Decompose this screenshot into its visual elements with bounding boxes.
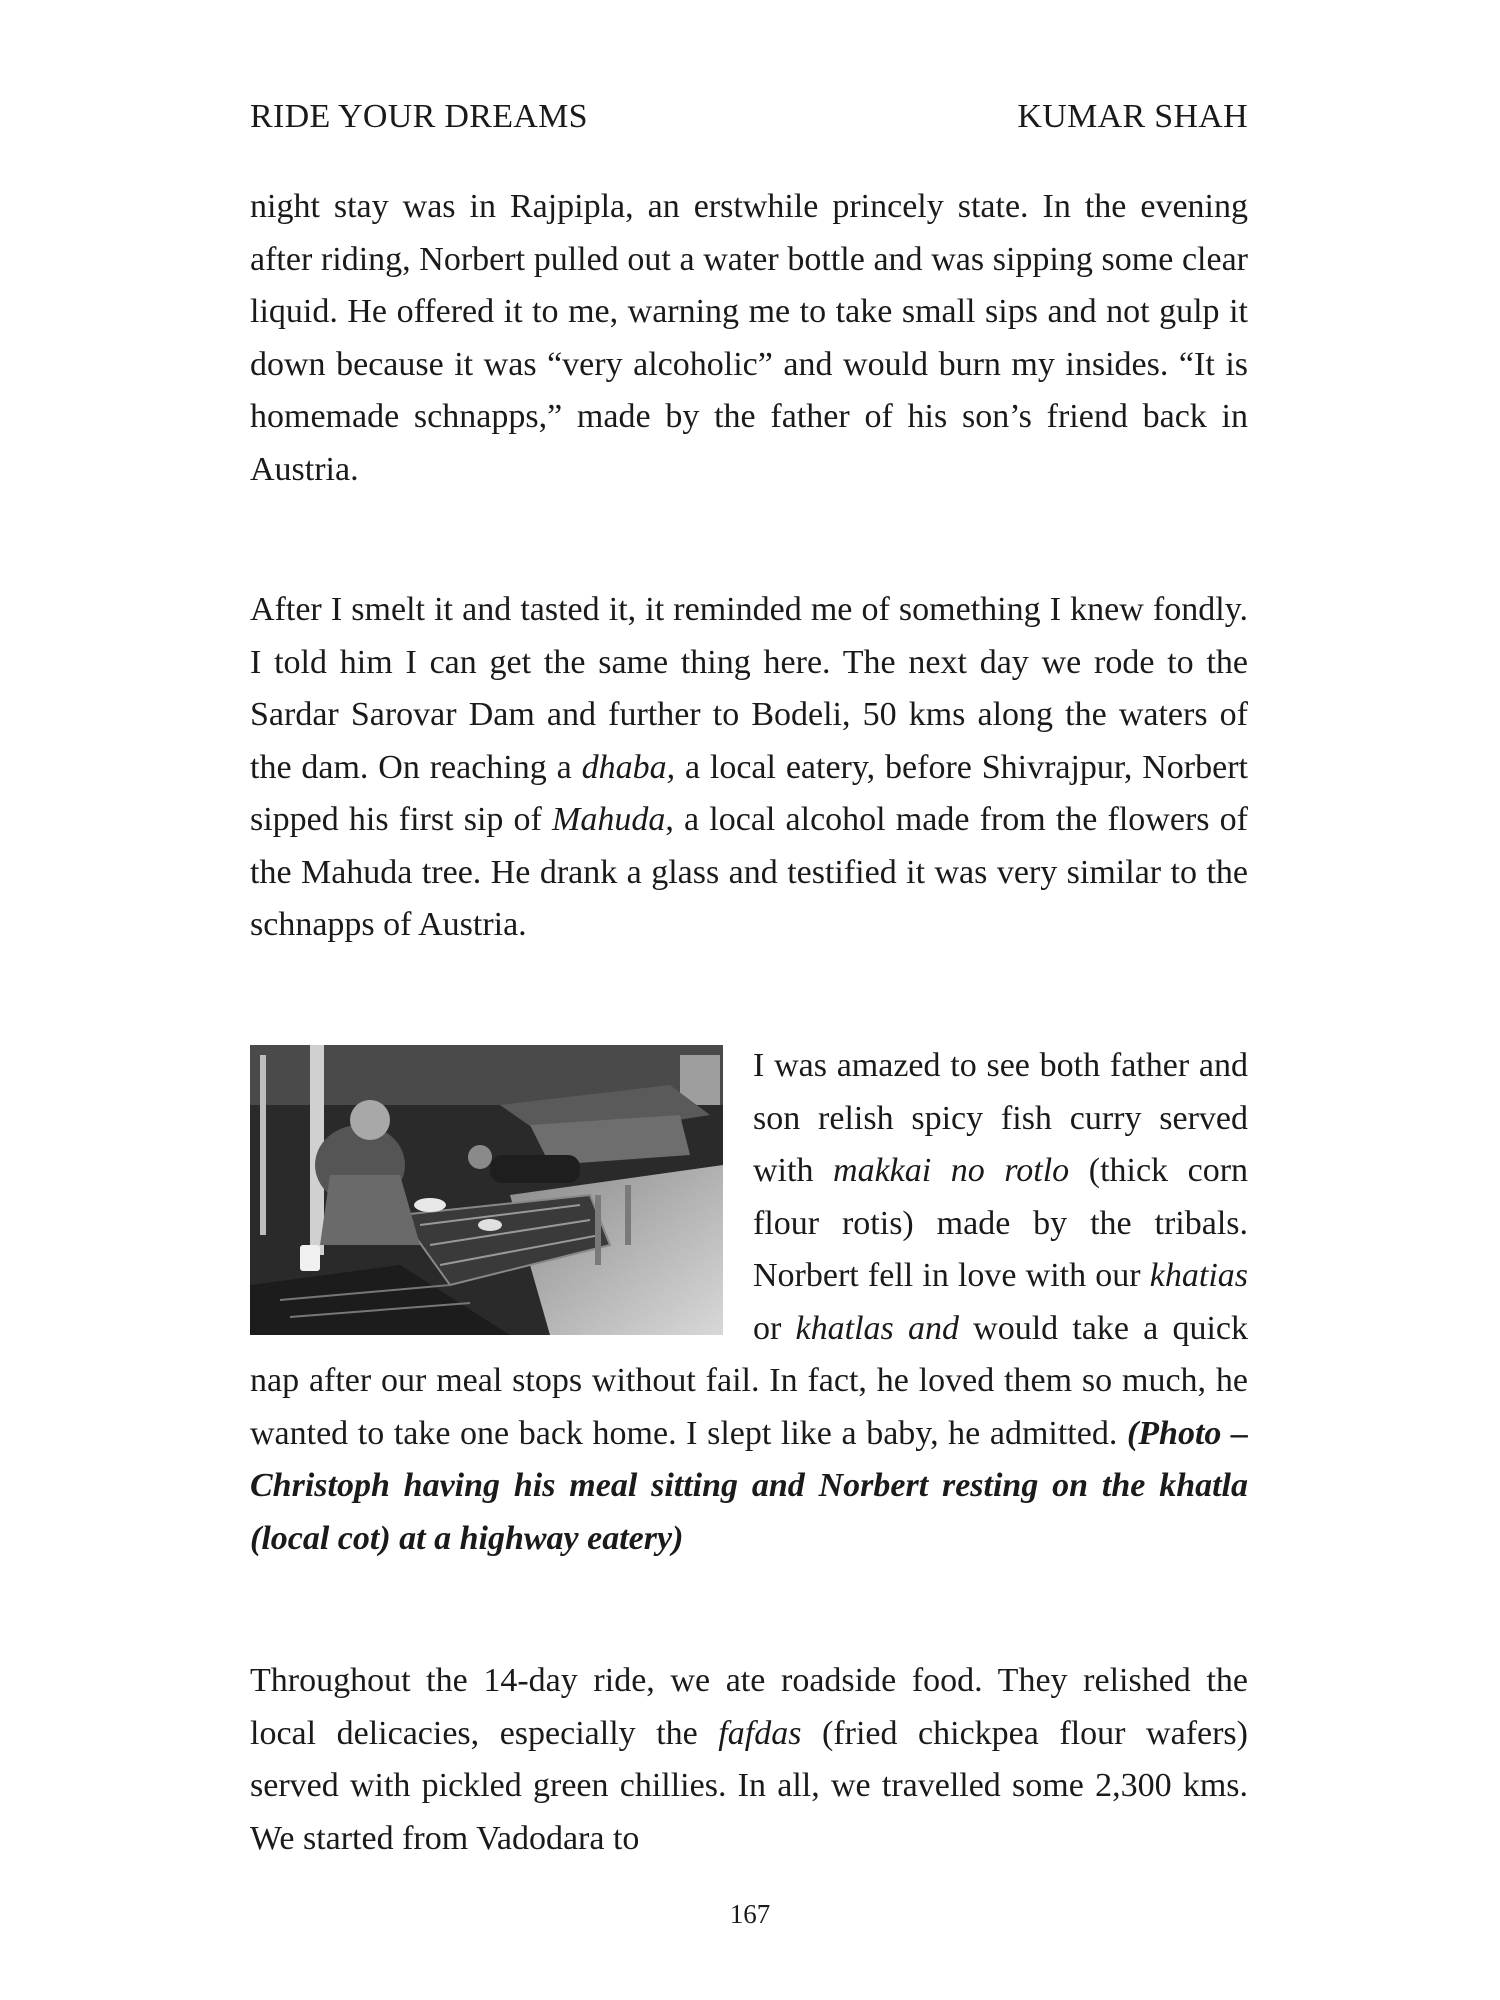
figure-with-wrapped-text (250, 1040, 1248, 1565)
paragraph-1 (250, 181, 1248, 496)
p2-text-a: After I smelt it and tasted it, it reminded me of something I knew fondly. I told him I can get the same thing here. The next day we rode to the Sardar Sarovar Dam and further to Bodeli, 50 kms along the waters of the dam. On reaching a (250, 591, 1248, 786)
author-name: KUMAR SHAH (1017, 98, 1248, 135)
photo-caption: (Photo – Christoph having his meal sitting and Norbert resting on the khatla (local cot) at a highway eatery) (250, 1414, 1248, 1557)
book-title: RIDE YOUR DREAMS (250, 98, 588, 135)
term-khatlas: khatlas and (795, 1309, 959, 1347)
p2-text-b: a local eatery, before Shivrajpur, Norbert sipped his first sip of (250, 748, 1248, 838)
p4-text-b: (fried chickpea flour wafers) served with pickled green chillies. In all, we travelled some 2,300 kms. We started from Vadodara to (250, 1714, 1248, 1857)
paragraph-2 (250, 584, 1248, 952)
term-mahuda: Mahuda (552, 801, 666, 838)
term-khatias: khatias (1149, 1257, 1248, 1294)
page-number: 167 (729, 1899, 771, 1929)
p2-text-c: , a local alcohol made from the flowers of the Mahuda tree. He drank a glass and testified it was very similar to the schnapps of Austria. (250, 801, 1248, 943)
p3-text-c: or (753, 1309, 796, 1347)
p3-text-a: I was amazed to see both father and son relish spicy fish curry served with (753, 1047, 1248, 1189)
term-makkai-no-rotlo: makkai no rotlo (833, 1152, 1070, 1189)
paragraph-1-text: night stay was in Rajpipla, an erstwhile princely state. In the evening after riding, Norbert pulled out a water bottle and was sipping some clear liquid. He offered it to me, warning me to take small sips and not gulp it down because it was “very alcoholic” and would burn my insides. “It is homemade schnapps,” made by the father of his son’s friend back in Austria. (250, 188, 1248, 488)
term-dhaba: dhaba, (581, 748, 676, 786)
p4-text-a: Throughout the 14-day ride, we ate roadside food. They relished the local delicacies, especially the (250, 1662, 1248, 1752)
running-header (250, 98, 1248, 136)
term-fafdas: fafdas (718, 1714, 802, 1752)
photo-highway-eatery (250, 1045, 723, 1335)
paragraph-4 (250, 1655, 1248, 1865)
p3-text-d: would take a quick nap after our meal stops without fail. In fact, he loved them so much, he wanted to take one back home. I slept like a baby, he admitted. (250, 1309, 1249, 1452)
p3-text-b: (thick corn flour rotis) made by the tribals. Norbert fell in love with our (753, 1152, 1249, 1294)
